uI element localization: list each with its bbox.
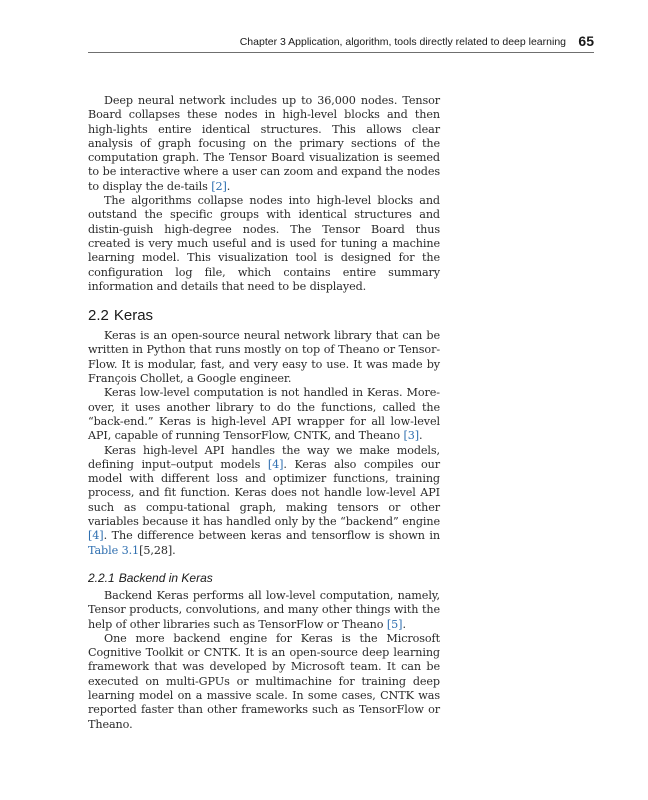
chapter-title: Chapter 3 Application, algorithm, tools directly related to deep learning [239,36,566,48]
paragraph-tensorboard-nodes: Deep neural network includes up to 36,000 nodes. Tensor Board collapses these nodes in high-level blocks and then high-lights entire identical structures. This allows clear analysis of graph focusing on the primary sections of the computation graph. The Tensor Board visualization is seemed to be interactive where a user can zoom and expand the nodes to display the de-tails [2]. [88,94,440,193]
subsection-heading-backend: 2.2.1 Backend in Keras [88,570,213,585]
table-reference-link[interactable]: Table 3.1 [88,543,140,557]
paragraph-tensorboard-collapse: The algorithms collapse nodes into high-level blocks and outstand the specific groups with identical structures and distin-guish high-degree nodes. The Tensor Board thus created is very much useful and is used for tuning a machine learning model. This visualization tool is designed for the configuration log file, which contains entire summary information and details that need to be displayed. [88,194,440,293]
section-heading-keras: 2.2 Keras [88,307,154,325]
paragraph-keras-api: Keras high-level API handles the way we make models, defining input–output models [4]. Keras also compiles our model with different loss and optimizer functions, training process, and fit function. Keras does not handle low-level API such as compu-tational graph, making tensors or other variables because it has handled only by the “backend” engine [4]. The difference between keras and tensorflow is shown in Table 3.1[5,28]. [88,443,440,557]
page-body [88,94,440,732]
citation-link[interactable]: [5] [386,617,403,631]
citation-link[interactable]: [4] [267,457,284,471]
citation-link[interactable]: [3] [403,429,419,443]
paragraph-cntk: One more backend engine for Keras is the Microsoft Cognitive Toolkit or CNTK. It is an open-source deep learning framework that was developed by Microsoft team. It can be executed on multi-GPUs or multimachine for training deep learning model on a massive scale. In some cases, CNTK was reported faster than other frameworks such as TensorFlow or Theano. [88,631,440,731]
running-head [88,33,594,53]
paragraph-backend-computation: Backend Keras performs all low-level computation, namely, Tensor products, convolutions, and many other things with the help of other libraries such as TensorFlow or Theano [5]. [88,588,440,631]
page-number: 65 [578,33,594,49]
citation-link[interactable]: [4] [88,529,104,543]
paragraph-keras-backend: Keras low-level computation is not handled in Keras. More-over, it uses another library to do the functions, called the “back-end.” Keras is high-level API wrapper for all low-level API, capable of running TensorFlow, CNTK, and Theano [3]. [88,386,440,443]
paragraph-keras-intro: Keras is an open-source neural network library that can be written in Python that runs mostly on top of Theano or Tensor-Flow. It is modular, fast, and very easy to use. It was made by François Chollet, a Google engineer. [88,329,440,386]
citation-link[interactable]: [2] [211,179,227,193]
